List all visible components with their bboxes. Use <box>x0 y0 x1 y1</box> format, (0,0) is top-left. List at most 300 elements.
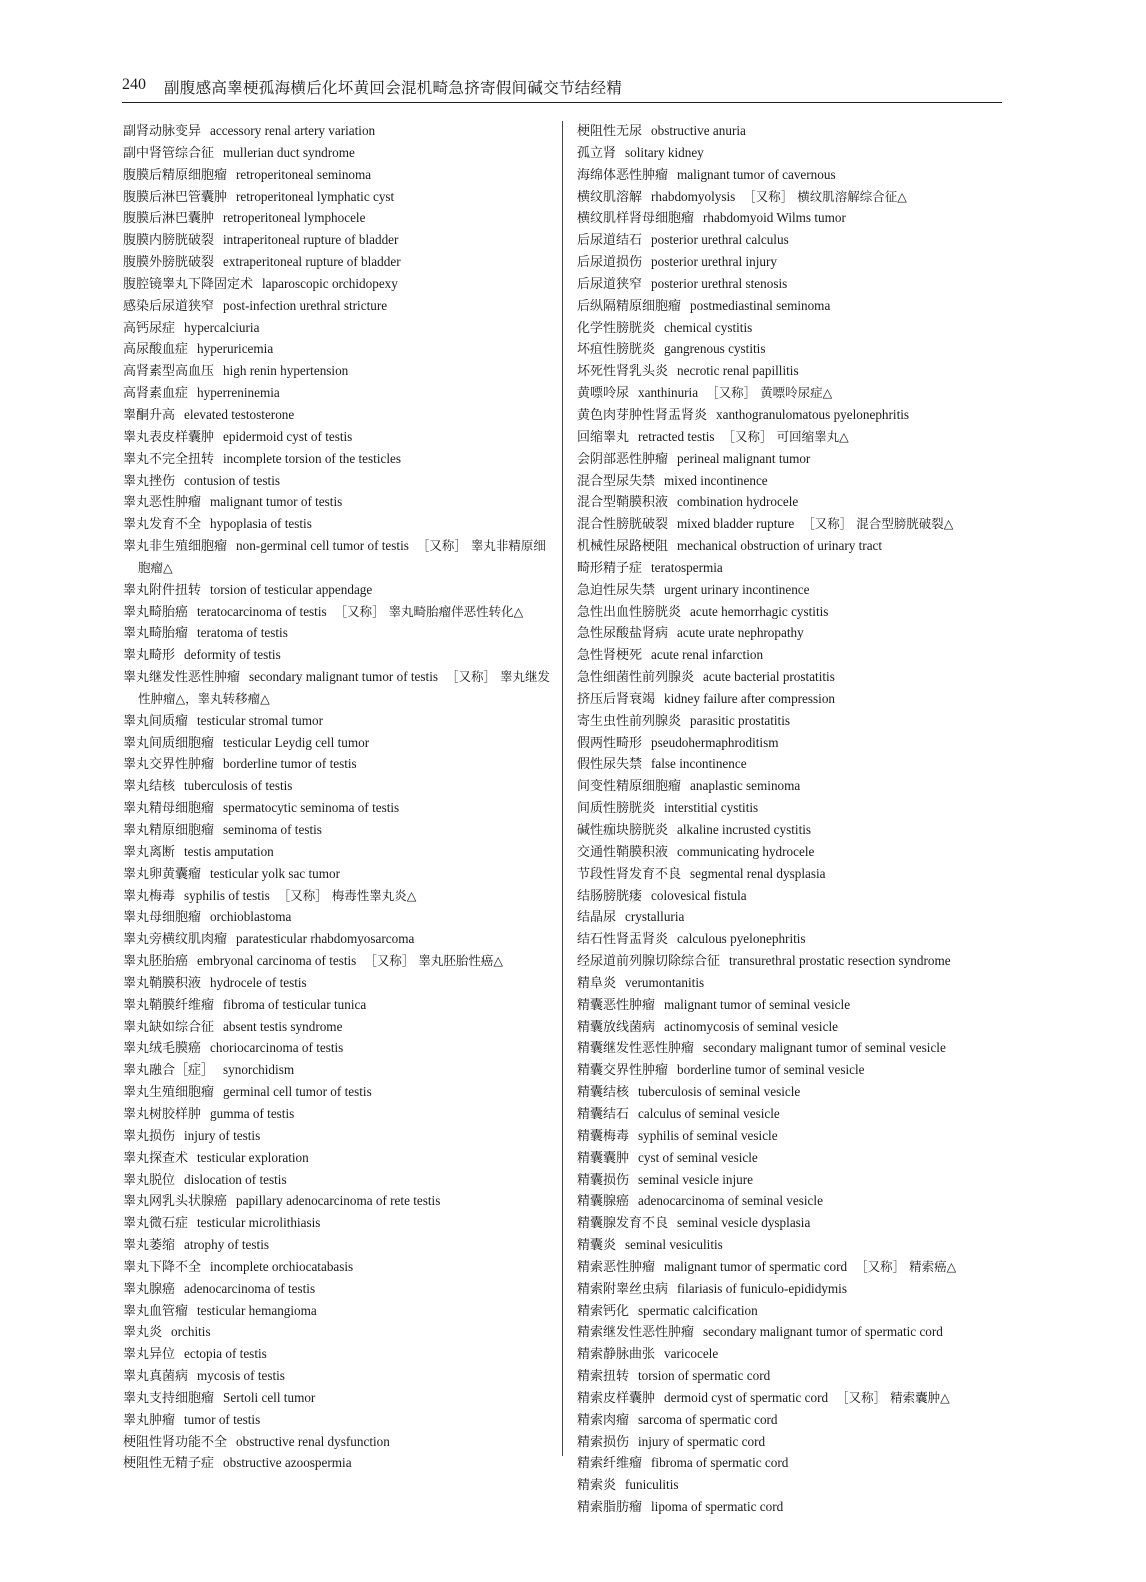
glossary-entry <box>123 1191 553 1213</box>
running-header <box>122 74 1002 103</box>
glossary-entry <box>123 1344 553 1366</box>
chinese-term: 睾丸梅毒 <box>123 888 176 904</box>
glossary-entry <box>123 1126 553 1148</box>
chinese-term: 副肾动脉变异 <box>123 124 202 139</box>
chinese-term: 睾丸畸形 <box>123 648 176 664</box>
chinese-term: 睾丸表皮样囊肿 <box>123 429 215 445</box>
chinese-term: 腹腔镜睾丸下降固定术 <box>123 276 254 292</box>
chinese-term: 高肾素血症 <box>123 386 189 402</box>
glossary-entry <box>577 296 1007 318</box>
english-term: borderline tumor of seminal vesicle <box>677 1062 865 1078</box>
glossary-entry <box>577 1432 1007 1454</box>
alias-term: 睾丸胚胎性癌△ <box>418 953 503 969</box>
chinese-term: 睾丸继发性恶性肿瘤 <box>123 670 241 686</box>
english-term: obstructive renal dysfunction <box>236 1433 390 1449</box>
glossary-entry <box>123 1060 553 1082</box>
english-term: acute renal infarction <box>651 647 764 663</box>
glossary-entry <box>123 733 553 755</box>
chinese-term: 后尿道损伤 <box>577 255 643 271</box>
glossary-entry <box>577 886 1007 908</box>
english-term: testicular stromal tumor <box>197 712 323 728</box>
chinese-term: 腹膜后淋巴管囊肿 <box>123 189 228 205</box>
chinese-term: 睾丸探查术 <box>123 1150 189 1166</box>
glossary-entry <box>577 689 1007 711</box>
glossary-entry <box>577 580 1007 602</box>
chinese-term: 孤立肾 <box>577 145 617 161</box>
english-term: deformity of testis <box>184 647 281 663</box>
english-term: extraperitoneal rupture of bladder <box>223 254 401 270</box>
english-term: retroperitoneal lymphatic cyst <box>236 188 395 204</box>
alias-term: 精索囊肿△ <box>890 1389 950 1405</box>
chinese-term: 睾丸损伤 <box>123 1128 176 1144</box>
chinese-term: 睾丸畸胎瘤 <box>123 626 189 642</box>
glossary-entry <box>577 754 1007 776</box>
english-term: tuberculosis of testis <box>184 778 293 794</box>
chinese-term: 精囊结核 <box>577 1085 630 1101</box>
chinese-term: 副中肾管综合征 <box>123 145 215 161</box>
chinese-term: 腹膜后淋巴囊肿 <box>123 211 215 227</box>
alias-tag: ［又称］ <box>836 1389 887 1405</box>
english-term: varicocele <box>664 1346 719 1362</box>
glossary-entry <box>577 121 1007 143</box>
chinese-term: 机械性尿路梗阻 <box>577 539 669 555</box>
english-term: testicular exploration <box>197 1149 309 1165</box>
glossary-entry <box>123 623 553 645</box>
english-term: funiculitis <box>625 1477 679 1493</box>
chinese-term: 结肠膀胱瘘 <box>577 888 643 904</box>
chinese-term: 睾丸胚胎癌 <box>123 954 189 970</box>
glossary-entry <box>577 187 1007 209</box>
english-term: lipoma of spermatic cord <box>651 1499 784 1515</box>
glossary-entry <box>123 798 553 820</box>
chinese-term: 精囊腺发育不良 <box>577 1216 669 1232</box>
english-term: retroperitoneal lymphocele <box>223 210 366 226</box>
english-term: adenocarcinoma of seminal vesicle <box>638 1193 823 1209</box>
english-term: fibroma of testicular tunica <box>223 996 367 1012</box>
glossary-entry <box>123 667 553 711</box>
english-term: posterior urethral injury <box>651 254 777 270</box>
chinese-term: 梗阻性无精子症 <box>123 1456 215 1472</box>
glossary-entry <box>577 1257 1007 1279</box>
english-term: tuberculosis of seminal vesicle <box>638 1084 801 1100</box>
english-term: Sertoli cell tumor <box>223 1389 316 1405</box>
english-term: verumontanitis <box>625 974 705 990</box>
chinese-term: 睾丸不完全扭转 <box>123 451 215 467</box>
chinese-term: 睾丸真菌病 <box>123 1369 189 1385</box>
english-term: obstructive anuria <box>651 123 746 138</box>
glossary-entry <box>123 252 553 274</box>
english-term: chemical cystitis <box>664 319 753 335</box>
chinese-term: 急迫性尿失禁 <box>577 582 656 598</box>
chinese-term: 睾丸母细胞瘤 <box>123 910 202 926</box>
english-term: laparoscopic orchidopexy <box>262 275 398 291</box>
alias-term: 睾丸畸胎瘤伴恶性转化△ <box>388 603 524 619</box>
glossary-entry <box>577 405 1007 427</box>
chinese-term: 睾丸萎缩 <box>123 1238 176 1254</box>
chinese-term: 混合型鞘膜积液 <box>577 495 669 511</box>
chinese-term: 精索纤维瘤 <box>577 1456 643 1472</box>
glossary-entry <box>123 514 553 536</box>
glossary-entry <box>577 798 1007 820</box>
chinese-term: 海绵体恶性肿瘤 <box>577 167 669 183</box>
english-term: secondary malignant tumor of seminal vesicle <box>703 1040 946 1056</box>
glossary-entry <box>577 1148 1007 1170</box>
chinese-term: 睾丸结核 <box>123 779 176 795</box>
english-term: atrophy of testis <box>184 1237 269 1253</box>
glossary-entry <box>123 907 553 929</box>
chinese-term: 急性出血性膀胱炎 <box>577 604 682 620</box>
english-term: injury of spermatic cord <box>638 1433 766 1449</box>
chinese-term: 睾丸附件扭转 <box>123 582 202 598</box>
chinese-term: 高尿酸血症 <box>123 342 189 358</box>
english-term: malignant tumor of spermatic cord <box>664 1258 848 1274</box>
chinese-term: 腹膜外膀胱破裂 <box>123 255 215 271</box>
english-term: segmental renal dysplasia <box>690 865 826 881</box>
glossary-entry <box>123 1410 553 1432</box>
chinese-term: 结石性肾盂肾炎 <box>577 932 669 948</box>
glossary-entry <box>123 1235 553 1257</box>
chinese-term: 精阜炎 <box>577 975 617 991</box>
glossary-entry <box>577 820 1007 842</box>
english-term: ectopia of testis <box>184 1346 267 1362</box>
english-term: mechanical obstruction of urinary tract <box>677 538 883 554</box>
english-term: transurethral prostatic resection syndrome <box>729 953 951 969</box>
chinese-term: 睾丸融合［症］ <box>123 1063 215 1079</box>
english-term: torsion of spermatic cord <box>638 1368 771 1384</box>
alias-tag: ［又称］ <box>743 188 794 204</box>
glossary-entry <box>123 165 553 187</box>
glossary-entry <box>123 602 553 624</box>
english-term: injury of testis <box>184 1127 261 1143</box>
chinese-term: 精索损伤 <box>577 1434 630 1450</box>
chinese-term: 睾酮升高 <box>123 407 176 423</box>
glossary-entry <box>577 252 1007 274</box>
english-term: post-infection urethral stricture <box>223 297 388 313</box>
chinese-term: 睾丸脱位 <box>123 1172 176 1188</box>
english-term: syphilis of seminal vesicle <box>638 1127 778 1143</box>
english-term: secondary malignant tumor of testis <box>249 669 438 685</box>
alias-tag: ［又称］ <box>802 516 853 532</box>
chinese-term: 睾丸鞘膜纤维瘤 <box>123 997 215 1013</box>
chinese-term: 精索附睾丝虫病 <box>577 1281 669 1297</box>
chinese-term: 睾丸腺癌 <box>123 1281 176 1297</box>
english-term: adenocarcinoma of testis <box>184 1280 316 1296</box>
glossary-entry <box>123 776 553 798</box>
alias-term: 横纹肌溶解综合征△ <box>797 188 907 204</box>
glossary-entry <box>123 471 553 493</box>
alias-tag: ［又称］ <box>334 603 385 619</box>
alias-tag: ［又称］ <box>277 887 328 903</box>
chinese-term: 黄嘌呤尿 <box>577 386 630 402</box>
glossary-entry <box>577 208 1007 230</box>
english-term: paratesticular rhabdomyosarcoma <box>236 931 415 947</box>
glossary-entry <box>577 1388 1007 1410</box>
glossary-entry <box>123 536 553 580</box>
alias-term: 睾丸非精原细胞瘤△ <box>138 538 546 575</box>
english-term: dermoid cyst of spermatic cord <box>664 1389 829 1405</box>
english-term: contusion of testis <box>184 472 280 488</box>
alias-term: 精索癌△ <box>909 1258 957 1274</box>
chinese-term: 混合型尿失禁 <box>577 473 656 489</box>
chinese-term: 精索肉瘤 <box>577 1412 630 1428</box>
english-term: orchitis <box>171 1324 211 1340</box>
english-term: anaplastic seminoma <box>690 778 801 794</box>
english-term: testicular yolk sac tumor <box>210 865 341 881</box>
glossary-entry <box>123 645 553 667</box>
english-term: sarcoma of spermatic cord <box>638 1411 778 1427</box>
glossary-entry <box>577 907 1007 929</box>
chinese-term: 横纹肌样肾母细胞瘤 <box>577 211 695 227</box>
chinese-term: 睾丸鞘膜积液 <box>123 975 202 991</box>
english-term: accessory renal artery variation <box>210 123 376 138</box>
chinese-term: 睾丸挫伤 <box>123 473 176 489</box>
glossary-entry <box>123 711 553 733</box>
glossary-entry <box>123 1301 553 1323</box>
glossary-entry <box>123 208 553 230</box>
english-term: orchioblastoma <box>210 909 292 925</box>
chinese-term: 睾丸精母细胞瘤 <box>123 801 215 817</box>
alias-term: 黄嘌呤尿症△ <box>760 385 833 401</box>
chinese-term: 睾丸非生殖细胞瘤 <box>123 539 228 555</box>
left-column <box>123 121 553 1475</box>
english-term: teratospermia <box>651 559 723 575</box>
glossary-entry <box>123 1322 553 1344</box>
glossary-entry <box>577 776 1007 798</box>
chinese-term: 急性尿酸盐肾病 <box>577 626 669 642</box>
glossary-entry <box>123 296 553 318</box>
glossary-entry <box>577 1322 1007 1344</box>
english-term: secondary malignant tumor of spermatic cord <box>703 1324 943 1340</box>
english-term: communicating hydrocele <box>677 843 815 859</box>
chinese-term: 畸形精子症 <box>577 560 643 576</box>
english-term: colovesical fistula <box>651 887 747 903</box>
glossary-entry <box>577 536 1007 558</box>
english-term: postmediastinal seminoma <box>690 297 831 313</box>
english-term: kidney failure after compression <box>664 690 836 706</box>
english-term: actinomycosis of seminal vesicle <box>664 1018 838 1034</box>
chinese-term: 睾丸缺如综合征 <box>123 1019 215 1035</box>
alias-term: 梅毒性睾丸炎△ <box>331 887 417 903</box>
chinese-term: 睾丸微石症 <box>123 1216 189 1232</box>
alias-term: 混合型膀胱破裂△ <box>856 516 954 532</box>
glossary-entry <box>577 1038 1007 1060</box>
chinese-term: 腹膜后精原细胞瘤 <box>123 167 228 183</box>
chinese-term: 精索继发性恶性肿瘤 <box>577 1325 695 1341</box>
glossary-entry <box>123 951 553 973</box>
english-term: epidermoid cyst of testis <box>223 428 353 444</box>
glossary-entry <box>577 645 1007 667</box>
glossary-entry <box>577 339 1007 361</box>
english-term: calculous pyelonephritis <box>677 931 806 947</box>
english-term: acute bacterial prostatitis <box>703 669 835 685</box>
glossary-entry <box>123 1388 553 1410</box>
glossary-entry <box>577 143 1007 165</box>
chinese-term: 后尿道结石 <box>577 233 643 249</box>
chinese-term: 化学性膀胱炎 <box>577 320 656 336</box>
alias-tag: ［又称］ <box>446 669 497 685</box>
running-title: 副腹感高睾梗孤海横后化坏黄回会混机畸急挤寄假间碱交节结经精 <box>164 79 623 97</box>
english-term: germinal cell tumor of testis <box>223 1084 372 1100</box>
english-term: spermatocytic seminoma of testis <box>223 800 400 816</box>
glossary-entry <box>577 1475 1007 1497</box>
glossary-entry <box>577 1060 1007 1082</box>
english-term: malignant tumor of testis <box>210 494 343 510</box>
english-term: acute hemorrhagic cystitis <box>690 603 829 619</box>
english-term: seminal vesiculitis <box>625 1237 723 1253</box>
chinese-term: 睾丸下降不全 <box>123 1259 202 1275</box>
alias-tag: ［又称］ <box>855 1258 906 1274</box>
glossary-entry <box>577 1170 1007 1192</box>
glossary-entry <box>123 427 553 449</box>
glossary-entry <box>123 1432 553 1454</box>
english-term: borderline tumor of testis <box>223 756 357 772</box>
chinese-term: 睾丸生殖细胞瘤 <box>123 1085 215 1101</box>
glossary-entry <box>123 230 553 252</box>
english-term: retracted testis <box>638 428 715 444</box>
chinese-term: 睾丸支持细胞瘤 <box>123 1390 215 1406</box>
chinese-term: 精囊结石 <box>577 1106 630 1122</box>
glossary-entry <box>577 1497 1007 1519</box>
english-term: malignant tumor of seminal vesicle <box>664 996 851 1012</box>
glossary-entry <box>123 492 553 514</box>
english-term: choriocarcinoma of testis <box>210 1040 344 1056</box>
english-term: gumma of testis <box>210 1105 295 1121</box>
alias-term: 睾丸继发性肿瘤△，睾丸转移瘤△ <box>138 669 551 706</box>
glossary-entry <box>123 1366 553 1388</box>
chinese-term: 假性尿失禁 <box>577 757 643 773</box>
chinese-term: 高肾素型高血压 <box>123 364 215 380</box>
glossary-entry <box>577 427 1007 449</box>
english-term: hyperuricemia <box>197 341 274 357</box>
glossary-entry <box>123 864 553 886</box>
chinese-term: 精囊腺癌 <box>577 1194 630 1210</box>
chinese-term: 急性肾梗死 <box>577 648 643 664</box>
chinese-term: 精索炎 <box>577 1478 617 1494</box>
english-term: teratocarcinoma of testis <box>197 603 327 619</box>
english-term: mixed bladder rupture <box>677 516 795 532</box>
english-term: synorchidism <box>223 1062 295 1078</box>
glossary-entry <box>123 143 553 165</box>
chinese-term: 精索静脉曲张 <box>577 1347 656 1363</box>
glossary-entry <box>123 1453 553 1475</box>
glossary-entry <box>577 383 1007 405</box>
chinese-term: 坏死性肾乳头炎 <box>577 364 669 380</box>
english-term: retroperitoneal seminoma <box>236 166 372 182</box>
chinese-term: 睾丸旁横纹肌肉瘤 <box>123 932 228 948</box>
english-term: spermatic calcification <box>638 1302 758 1318</box>
english-term: dislocation of testis <box>184 1171 287 1187</box>
english-term: mycosis of testis <box>197 1368 285 1384</box>
chinese-term: 睾丸树胶样肿 <box>123 1106 202 1122</box>
glossary-entry <box>577 1453 1007 1475</box>
english-term: mixed incontinence <box>664 472 768 488</box>
glossary-entry <box>123 580 553 602</box>
english-term: seminoma of testis <box>223 822 322 837</box>
english-term: posterior urethral calculus <box>651 232 789 248</box>
chinese-term: 结晶尿 <box>577 910 617 926</box>
chinese-term: 睾丸卵黄囊瘤 <box>123 866 202 882</box>
english-term: cyst of seminal vesicle <box>638 1149 758 1165</box>
glossary-entry <box>577 995 1007 1017</box>
english-term: seminal vesicle dysplasia <box>677 1215 811 1231</box>
glossary-entry <box>577 842 1007 864</box>
alias-term: 可回缩睾丸△ <box>776 428 849 444</box>
glossary-entry <box>123 820 553 842</box>
english-term: hydrocele of testis <box>210 974 307 990</box>
chinese-term: 急性细菌性前列腺炎 <box>577 670 695 686</box>
english-term: incomplete torsion of the testicles <box>223 450 402 466</box>
english-term: obstructive azoospermia <box>223 1455 352 1471</box>
chinese-term: 睾丸血管瘤 <box>123 1303 189 1319</box>
glossary-entry <box>577 951 1007 973</box>
glossary-entry <box>123 274 553 296</box>
chinese-term: 坏疽性膀胱炎 <box>577 342 656 358</box>
english-term: syphilis of testis <box>184 887 270 903</box>
glossary-entry <box>577 1191 1007 1213</box>
english-term: testicular Leydig cell tumor <box>223 734 370 750</box>
glossary-entry <box>577 558 1007 580</box>
chinese-term: 睾丸异位 <box>123 1347 176 1363</box>
glossary-entry <box>123 383 553 405</box>
chinese-term: 精囊放线菌病 <box>577 1019 656 1035</box>
english-term: rhabdomyolysis <box>651 188 736 204</box>
chinese-term: 节段性肾发育不良 <box>577 866 682 882</box>
chinese-term: 会阴部恶性肿瘤 <box>577 451 669 467</box>
glossary-entry <box>123 1082 553 1104</box>
chinese-term: 寄生虫性前列腺炎 <box>577 713 682 729</box>
glossary-entry <box>123 1213 553 1235</box>
chinese-term: 精囊继发性恶性肿瘤 <box>577 1041 695 1057</box>
glossary-entry <box>577 274 1007 296</box>
glossary-entry <box>123 886 553 908</box>
chinese-term: 感染后尿道狭窄 <box>123 298 215 314</box>
english-term: papillary adenocarcinoma of rete testis <box>236 1193 441 1209</box>
english-term: seminal vesicle injure <box>638 1171 754 1187</box>
glossary-entry <box>123 1017 553 1039</box>
alias-tag: ［又称］ <box>416 538 467 554</box>
glossary-entry <box>123 1170 553 1192</box>
chinese-term: 精囊交界性肿瘤 <box>577 1063 669 1079</box>
column-divider <box>562 121 563 1456</box>
english-term: alkaline incrusted cystitis <box>677 822 812 837</box>
glossary-entry <box>123 995 553 1017</box>
glossary-entry <box>123 187 553 209</box>
glossary-entry <box>577 711 1007 733</box>
chinese-term: 睾丸绒毛膜癌 <box>123 1041 202 1057</box>
alias-tag: ［又称］ <box>706 385 757 401</box>
glossary-entry <box>577 1104 1007 1126</box>
glossary-entry <box>577 1410 1007 1432</box>
chinese-term: 经尿道前列腺切除综合征 <box>577 954 721 970</box>
glossary-entry <box>577 1344 1007 1366</box>
english-term: absent testis syndrome <box>223 1018 343 1034</box>
english-term: pseudohermaphroditism <box>651 734 779 750</box>
chinese-term: 精囊炎 <box>577 1238 617 1254</box>
chinese-term: 精囊囊肿 <box>577 1150 630 1166</box>
english-term: hypoplasia of testis <box>210 516 312 532</box>
glossary-entry <box>577 1366 1007 1388</box>
chinese-term: 间质性膀胱炎 <box>577 801 656 817</box>
glossary-entry <box>123 318 553 340</box>
glossary-entry <box>123 121 553 143</box>
glossary-entry <box>123 361 553 383</box>
glossary-entry <box>577 230 1007 252</box>
chinese-term: 睾丸网乳头状腺癌 <box>123 1194 228 1210</box>
glossary-entry <box>577 1301 1007 1323</box>
glossary-entry <box>123 842 553 864</box>
english-term: parasitic prostatitis <box>690 712 790 728</box>
chinese-term: 睾丸交界性肿瘤 <box>123 757 215 773</box>
